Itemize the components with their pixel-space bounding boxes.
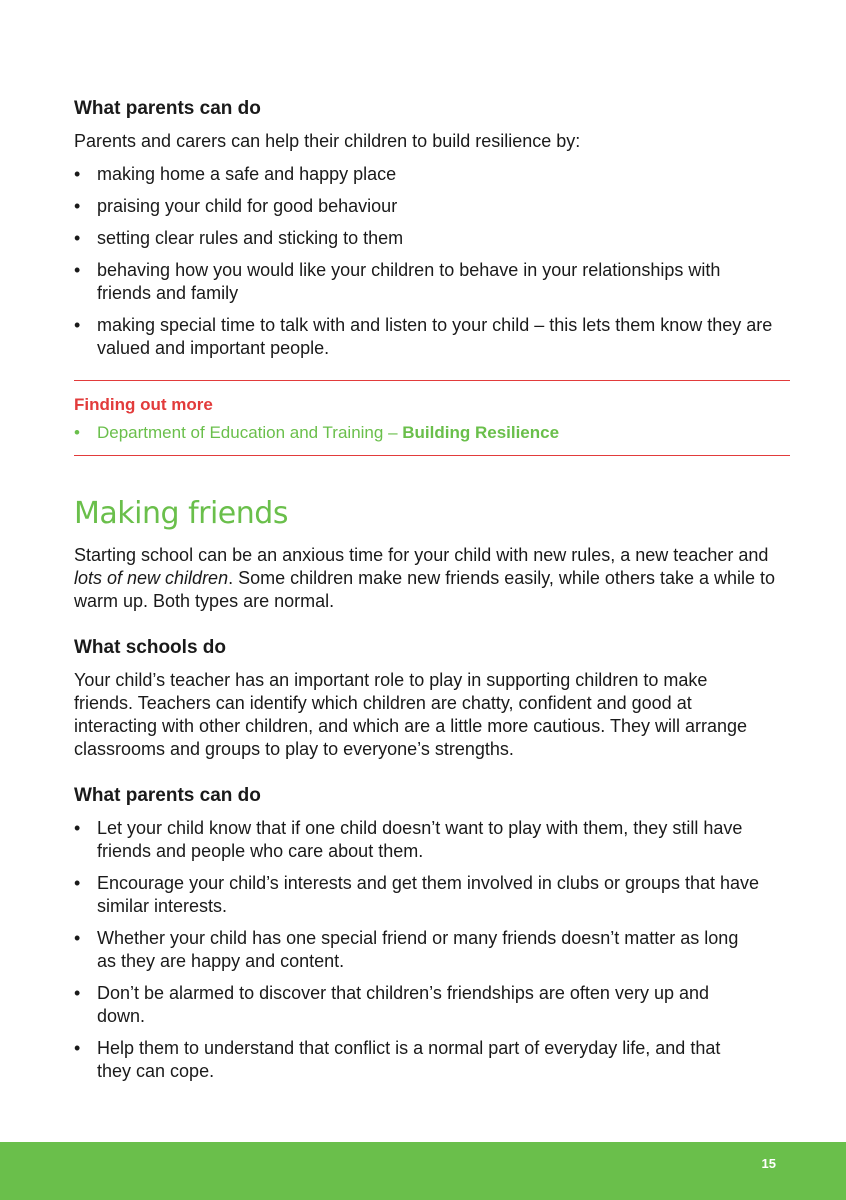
making-friends-intro (74, 544, 790, 613)
list-item: • making home a safe and happy place (74, 163, 790, 186)
page-number: 15 (761, 1156, 776, 1171)
intro-text-start: Starting school can be an anxious time for your child with new rules, a new teacher and (74, 545, 769, 565)
list-item: • setting clear rules and sticking to them (74, 227, 790, 250)
link-bold-text: Building Resilience (402, 423, 560, 442)
building-resilience-link[interactable] (74, 421, 790, 445)
list-item: • Whether your child has one special friend or many friends doesn’t matter as long as they are happy and content. (74, 927, 747, 973)
resilience-parents-heading: What parents can do (74, 98, 261, 119)
finding-out-more-title: Finding out more (74, 395, 213, 414)
link-prefix: Department of Education and Training – (97, 423, 403, 442)
list-item: • Encourage your child’s interests and get them involved in clubs or groups that have similar interests. (74, 872, 787, 918)
intro-text-end: . Some children make new friends easily, while others take a while to warm up. Both types are normal. (74, 568, 776, 611)
page-content (74, 96, 790, 1092)
friends-parents-section (74, 783, 790, 1083)
list-item: • Let your child know that if one child doesn’t want to play with them, they still have friends and people who care about them. (74, 817, 790, 863)
footer-bar (0, 1142, 846, 1200)
friends-parents-list (74, 817, 790, 1083)
list-item: • praising your child for good behaviour (74, 195, 790, 218)
bottom-divider (74, 455, 790, 456)
list-item: • Don’t be alarmed to discover that children’s friendships are often very up and down. (74, 982, 717, 1028)
making-friends-title: Making friends (74, 496, 288, 531)
resilience-parents-list (74, 163, 790, 360)
what-schools-do-text: Your child’s teacher has an important role to play in supporting children to make friends. Teachers can identify which children are chatty, confident and good at interacting with other children, and which are a little more cautious. They will arrange classrooms and groups to play to everyone’s strengths. (74, 670, 748, 759)
what-schools-do-section (74, 635, 790, 761)
list-item: • making special time to talk with and listen to your child – this lets them know they are valued and important people. (74, 314, 777, 360)
finding-out-more-box (74, 381, 790, 455)
resilience-parents-intro: Parents and carers can help their children to build resilience by: (74, 131, 581, 151)
list-item: • Help them to understand that conflict is a normal part of everyday life, and that they can cope. (74, 1037, 757, 1083)
list-item: • behaving how you would like your children to behave in your relationships with friends and family (74, 259, 737, 305)
intro-text-italic: lots of new children (74, 568, 229, 588)
what-schools-do-heading: What schools do (74, 637, 226, 658)
friends-parents-heading: What parents can do (74, 785, 261, 806)
